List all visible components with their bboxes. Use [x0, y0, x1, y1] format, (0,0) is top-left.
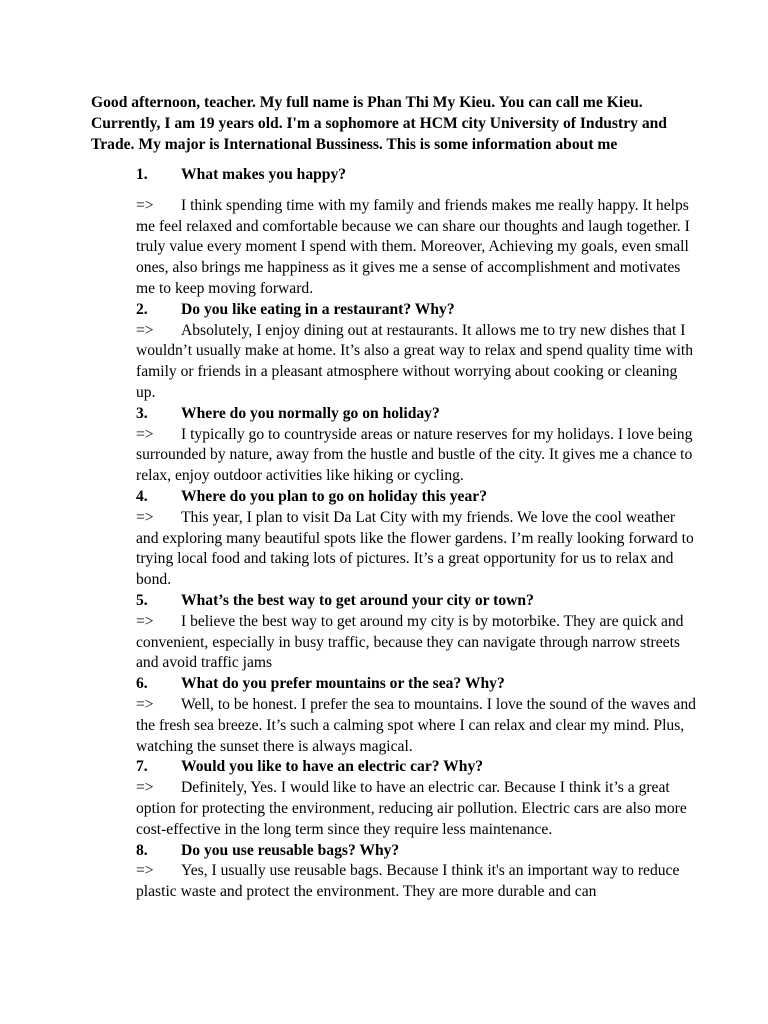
question-heading	[136, 757, 696, 778]
answer-text: I believe the best way to get around my city is by motorbike. They are quick and convenient, especially in busy traffic, because they can navigate through narrow streets and avoid traffic jams	[136, 612, 684, 672]
answer-text: This year, I plan to visit Da Lat City with my friends. We love the cool weather and exploring many beautiful spots like the flower gardens. I’m really looking forward to trying local food and taking lots of pictures. It’s a great opportunity for us to relax and bond.	[136, 508, 694, 589]
answer-text: Definitely, Yes. I would like to have an electric car. Because I think it’s a great option for protecting the environment, reducing air pollution. Electric cars are also more cost-effective in the long term since they require less maintenance.	[136, 779, 687, 838]
qa-item-7	[136, 757, 696, 840]
question-text: Where do you plan to go on holiday this year?	[181, 487, 487, 505]
answer-text: Well, to be honest. I prefer the sea to mountains. I love the sound of the waves and the fresh sea breeze. It’s such a calming spot where I can relax and clear my mind. Plus, watching the sunset there is always magical.	[136, 695, 696, 755]
question-text: What makes you happy?	[181, 166, 347, 183]
question-number: 1.	[136, 166, 148, 183]
answer-paragraph	[136, 695, 696, 757]
question-text: Where do you normally go on holiday?	[181, 404, 440, 422]
answer-paragraph	[136, 321, 696, 404]
question-number: 8.	[136, 841, 148, 859]
qa-item-1	[136, 165, 696, 300]
question-number: 6.	[136, 675, 148, 693]
arrow-marker: =>	[136, 779, 154, 797]
answer-text: Yes, I usually use reusable bags. Because I think it's an important way to reduce plastic waste and protect the environment. They are more durable and can	[136, 862, 680, 901]
question-text: Do you use reusable bags? Why?	[181, 841, 400, 859]
question-heading	[136, 674, 696, 695]
answer-text: Absolutely, I enjoy dining out at restaurants. It allows me to try new dishes that I wouldn’t usually make at home. It’s also a great way to relax and spend quality time with family or friends in a pleasant atmosphere without worrying about cooking or cleaning up.	[136, 321, 694, 401]
question-text: What do you prefer mountains or the sea? Why?	[181, 675, 505, 693]
question-number: 2.	[136, 300, 148, 318]
answer-paragraph	[136, 861, 696, 903]
qa-item-2	[136, 300, 696, 404]
arrow-marker: =>	[136, 508, 154, 526]
question-number: 5.	[136, 591, 148, 609]
arrow-marker: =>	[136, 862, 154, 880]
arrow-marker: =>	[136, 425, 154, 443]
question-heading	[136, 841, 696, 862]
qa-list	[136, 165, 696, 903]
question-number: 4.	[136, 487, 148, 505]
answer-text: I think spending time with my family and friends makes me really happy. It helps me feel relaxed and comfortable because we can share our thoughts and laugh together. I truly value every moment I spend with them. Moreover, Achieving my goals, even small ones, also brings me happiness as it gives me a sense of accomplishment and motivates me to keep moving forward.	[136, 196, 690, 297]
answer-text: I typically go to countryside areas or nature reserves for my holidays. I love being surrounded by nature, away from the hustle and bustle of the city. It gives me a chance to relax, enjoy outdoor activities like hiking or cycling.	[136, 425, 693, 485]
intro-paragraph: Good afternoon, teacher. My full name is Phan Thi My Kieu. You can call me Kieu. Currently, I am 19 years old. I'm a sophomore at HCM city University of Industry and Trade. My major is International Bussiness. This is some information about me	[91, 94, 667, 153]
answer-paragraph	[136, 612, 696, 674]
qa-item-4	[136, 487, 696, 591]
answer-paragraph	[136, 778, 696, 840]
answer-paragraph	[136, 508, 696, 591]
qa-item-8	[136, 841, 696, 903]
qa-item-3	[136, 404, 696, 487]
qa-item-5	[136, 591, 696, 674]
question-heading	[136, 404, 696, 425]
question-text: What’s the best way to get around your city or town?	[181, 591, 534, 609]
question-text: Do you like eating in a restaurant? Why?	[181, 300, 455, 318]
answer-paragraph	[136, 196, 696, 300]
qa-item-6	[136, 674, 696, 757]
question-number: 3.	[136, 404, 148, 422]
question-heading	[136, 591, 696, 612]
question-number: 7.	[136, 758, 148, 776]
question-text: Would you like to have an electric car? Why?	[181, 758, 484, 776]
question-heading	[136, 300, 696, 321]
arrow-marker: =>	[136, 695, 154, 713]
arrow-marker: =>	[136, 321, 154, 339]
question-heading	[136, 487, 696, 508]
answer-paragraph	[136, 425, 696, 487]
arrow-marker: =>	[136, 196, 154, 214]
question-heading	[136, 165, 696, 186]
arrow-marker: =>	[136, 612, 154, 630]
